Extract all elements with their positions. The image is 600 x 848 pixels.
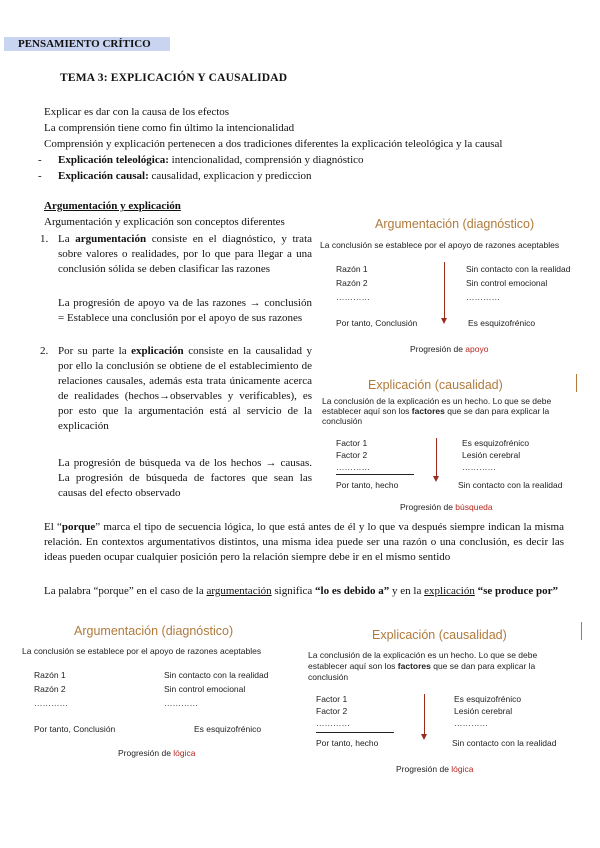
conclusion: Por tanto, Conclusión [34,724,116,734]
figure-caption-3: conclusión [308,672,349,682]
progression-label [396,764,474,774]
reason-1: Razón 1 [336,264,368,274]
item-2-progression: La progresión de búsqueda va de los hechos → causas. La progresión de búsqueda de factores que sean las causas del efecto observado [58,457,312,499]
down-arrow-icon [444,262,445,320]
reason-2: Razón 2 [34,684,66,694]
caption-keyword: factores [411,406,445,416]
figure-explicacion-bottom [300,618,596,783]
meaning-explicacion: explicación [424,585,475,597]
factor-1: Factor 1 [316,694,348,704]
right-ellipsis: ………… [466,292,500,302]
right-ellipsis: ………… [462,462,496,472]
caption-part: establecer aquí son los [322,406,412,416]
divider-line [336,474,414,475]
progression-prefix: Progresión de [410,344,466,354]
porque-post: ” marca el tipo de secuencia lógica, lo que está antes de él y lo que va después siempre indican la misma relación. En contextos argumentativos distintos, una misma idea puede ser una razón o una conclusión, es decir las ideas pueden ocupar cualquier posición pero la relación siempre debe ir en el mismo sentido [44,521,564,563]
figure-title: Argumentación (diagnóstico) [74,624,234,638]
progression-label [400,502,493,512]
bullet-text: intencionalidad, comprensión y diagnóstico [168,154,364,166]
item-2-rest: consiste en la causalidad y por ello la conclusión se obtiene de el establecimiento de relaciones causales, además esta trata únicamente acerca de realidades (hechos→observables y verificables), es por esto que la argumentación está al servicio de la explicación [58,345,313,432]
meaning-argumentacion: argumentación [206,585,272,597]
item-2-pre: Por su parte la [58,345,132,357]
section-heading [44,199,181,214]
right-item-1: Sin contacto con la realidad [466,264,571,274]
item-1-keyword: argumentación [75,233,147,245]
right-item-1: Es esquizofrénico [454,694,522,704]
figure-argumentacion-right [316,212,596,362]
figure-explicacion-right [316,372,596,517]
margin-marker [581,622,582,640]
factor-1: Factor 1 [336,438,368,448]
item-1-text [58,232,312,277]
item-1-number: 1. [40,233,49,245]
document-header: PENSAMIENTO CRÍTICO [4,37,170,51]
item-1-progression: La progresión de apoyo va de las razones → conclusión = Establece una conclusión por el apoyo de sus razones [58,297,312,324]
progression-keyword: lógica [173,748,196,758]
factor-ellipsis: ………… [336,462,370,472]
reason-ellipsis: ………… [336,292,370,302]
section-heading-text: Argumentación y explicación [44,200,181,212]
item-1-rest: consiste en el diagnóstico, y trata sobre valores o realidades, por lo que para llegar a una conclusión sólida se deben clasificar las razones [58,233,313,275]
right-conclusion: Es esquizofrénico [468,318,536,328]
right-item-2: Lesión cerebral [454,706,513,716]
divider-line [316,732,394,733]
bullet-causal [38,169,312,184]
right-conclusion: Sin contacto con la realidad [458,480,563,490]
porque-keyword: porque [61,521,96,533]
figure-title: Argumentación (diagnóstico) [375,217,535,231]
bullet-dash: - [38,154,42,166]
meaning-part: y en la [389,585,425,597]
caption-part: que se dan para explicar la [444,406,550,416]
progression-prefix: Progresión de [400,502,456,512]
progression-label [410,344,488,354]
caption-part: que se dan para explicar la [430,661,536,671]
figure-argumentacion-bottom [18,618,303,768]
meaning-quote-1: “lo es debido a” [315,585,390,597]
figure-caption-1: La conclusión de la explicación es un hecho. Lo que se debe [308,650,538,660]
right-ellipsis: ………… [164,698,198,708]
item-1-pre: La [58,233,76,245]
conclusion-hecho: Por tanto, hecho [316,738,379,748]
right-conclusion: Es esquizofrénico [194,724,262,734]
caption-part: establecer aquí son los [308,661,398,671]
factor-ellipsis: ………… [316,718,350,728]
item-2-number: 2. [40,345,49,357]
progression-label [118,748,196,758]
figure-caption: La conclusión se establece por el apoyo de razones aceptables [320,240,560,250]
progression-prefix: Progresión de [396,764,452,774]
figure-title: Explicación (causalidad) [368,378,503,392]
figure-caption-1: La conclusión de la explicación es un hecho. Lo que se debe [322,396,552,406]
porque-pre: El “ [44,521,62,533]
down-arrow-icon [424,694,425,736]
reason-ellipsis: ………… [34,698,68,708]
conclusion-hecho: Por tanto, hecho [336,480,399,490]
porque-meaning [44,584,560,599]
bullet-label: Explicación causal: [58,170,149,182]
right-item-2: Lesión cerebral [462,450,521,460]
right-ellipsis: ………… [454,718,488,728]
intro-line-3: Comprensión y explicación pertenecen a dos tradiciones diferentes la explicación teleológica y la causal [44,138,503,150]
right-item-2: Sin control emocional [466,278,548,288]
right-item-1: Sin contacto con la realidad [164,670,269,680]
figure-caption-2 [308,661,535,671]
intro-line-1: Explicar es dar con la causa de los efectos [44,106,230,118]
reason-1: Razón 1 [34,670,66,680]
right-item-2: Sin control emocional [164,684,246,694]
right-item-1: Es esquizofrénico [462,438,530,448]
progression-keyword: lógica [451,764,474,774]
progression-keyword: apoyo [465,344,489,354]
bullet-label: Explicación teleológica: [58,154,169,166]
meaning-part: significa [271,585,316,597]
porque-paragraph [44,520,564,565]
bullet-text: causalidad, explicacion y prediccion [148,170,312,182]
down-arrow-icon [436,438,437,478]
bullet-teleologica [38,153,364,168]
factor-2: Factor 2 [336,450,368,460]
right-conclusion: Sin contacto con la realidad [452,738,557,748]
figure-title: Explicación (causalidad) [372,628,507,642]
progression-keyword: búsqueda [455,502,493,512]
item-2-text [58,344,312,434]
item-2-keyword: explicación [131,345,184,357]
meaning-part: La palabra “porque” en el caso de la [44,585,207,597]
topic-title: TEMA 3: EXPLICACIÓN Y CAUSALIDAD [60,72,288,84]
factor-2: Factor 2 [316,706,348,716]
reason-2: Razón 2 [336,278,368,288]
caption-keyword: factores [397,661,431,671]
figure-caption-3: conclusión [322,416,363,426]
margin-marker [576,374,577,392]
bullet-dash: - [38,170,42,182]
intro-line-2: La comprensión tiene como fin último la intencionalidad [44,122,295,134]
section-intro: Argumentación y explicación son conceptos diferentes [44,216,285,228]
conclusion: Por tanto, Conclusión [336,318,418,328]
progression-prefix: Progresión de [118,748,174,758]
meaning-quote-2: “se produce por” [477,585,559,597]
figure-caption: La conclusión se establece por el apoyo de razones aceptables [22,646,262,656]
figure-caption-2 [322,406,549,416]
